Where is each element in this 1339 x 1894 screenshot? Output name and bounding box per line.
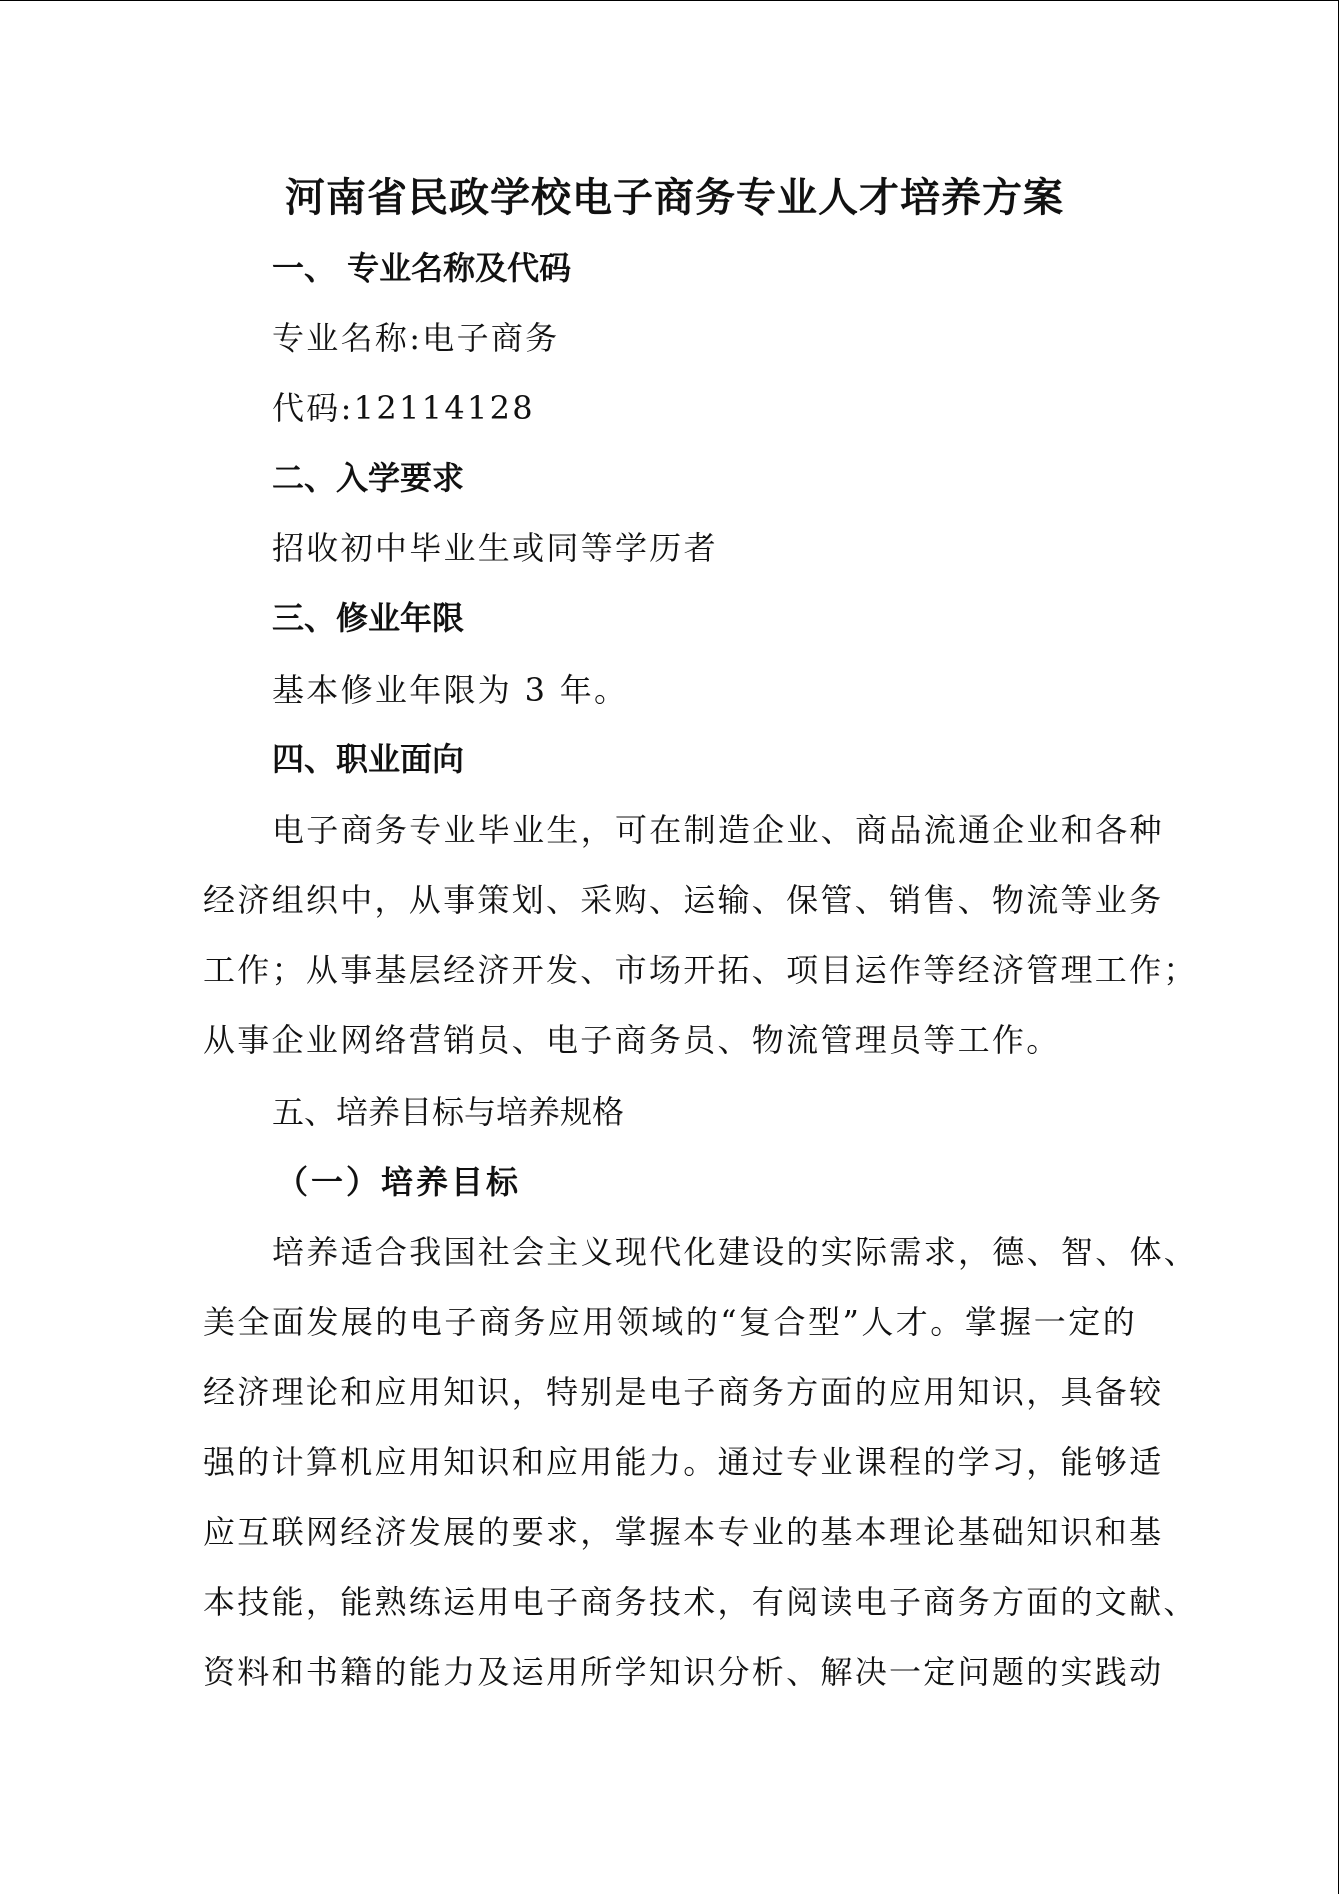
section-2-heading: 二、入学要求: [272, 459, 465, 497]
admission-line: 招收初中毕业生或同等学历者: [272, 529, 718, 567]
goal-para-line-3: 经济理论和应用知识，特别是电子商务方面的应用知识，具备较: [203, 1373, 1164, 1411]
career-para-line-3: 工作；从事基层经济开发、市场开拓、项目运作等经济管理工作；: [203, 951, 1198, 989]
goal-para-line-7: 资料和书籍的能力及运用所学知识分析、解决一定问题的实践动: [203, 1653, 1164, 1691]
career-para-line-2: 经济组织中，从事策划、采购、运输、保管、销售、物流等业务: [203, 881, 1164, 919]
section-4-heading: 四、职业面向: [272, 740, 465, 778]
section-5-heading: 五、培养目标与培养规格: [272, 1093, 625, 1131]
section-1-heading: 一、 专业名称及代码: [272, 249, 572, 287]
page-top-border: [0, 0, 1339, 1]
section-3-heading: 三、修业年限: [272, 599, 465, 637]
career-para-line-4: 从事企业网络营销员、电子商务员、物流管理员等工作。: [203, 1021, 1061, 1059]
document-title: 河南省民政学校电子商务专业人才培养方案: [285, 175, 1064, 221]
training-goal-subheading: （一）培养目标: [276, 1163, 522, 1201]
duration-line: 基本修业年限为 3 年。: [272, 671, 629, 709]
goal-para-line-4: 强的计算机应用知识和应用能力。通过专业课程的学习，能够适: [203, 1443, 1164, 1481]
goal-para-line-1: 培养适合我国社会主义现代化建设的实际需求，德、智、体、: [272, 1233, 1199, 1271]
goal-para-line-6: 本技能，能熟练运用电子商务技术，有阅读电子商务方面的文献、: [203, 1583, 1198, 1621]
goal-para-line-5: 应互联网经济发展的要求，掌握本专业的基本理论基础知识和基: [203, 1513, 1164, 1551]
major-name-line: 专业名称:电子商务: [272, 319, 560, 357]
major-code-line: 代码:12114128: [272, 389, 535, 427]
career-para-line-1: 电子商务专业毕业生，可在制造企业、商品流通企业和各种: [272, 811, 1164, 849]
goal-para-line-2: 美全面发展的电子商务应用领域的“复合型”人才。掌握一定的: [203, 1303, 1137, 1341]
